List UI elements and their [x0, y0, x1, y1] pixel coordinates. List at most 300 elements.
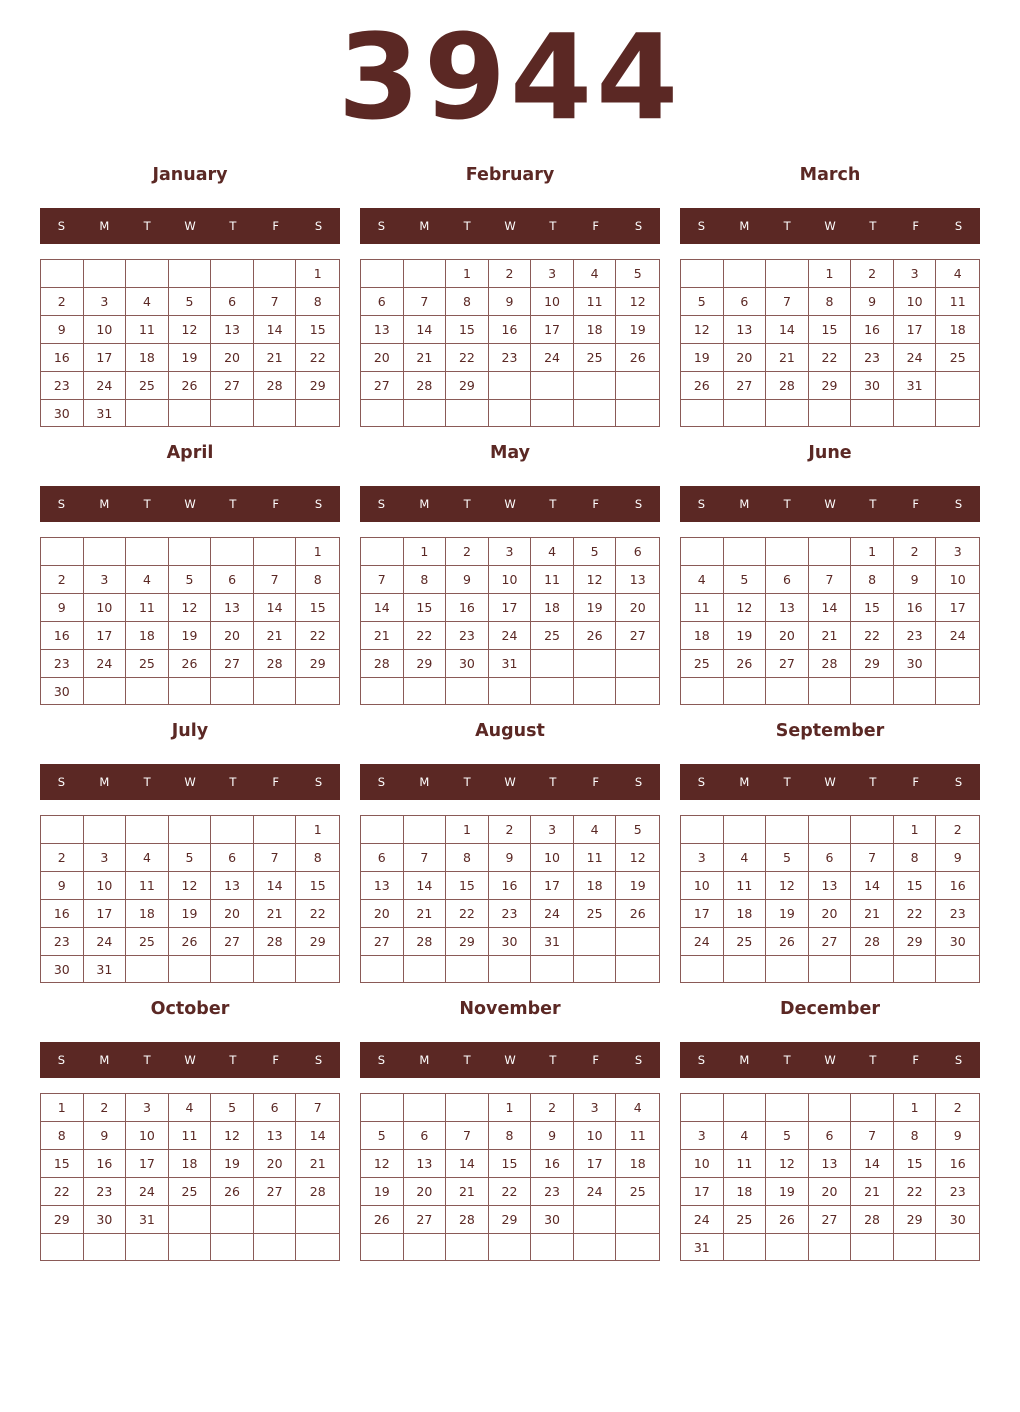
day-cell: 9 [446, 566, 489, 594]
day-cell: 27 [361, 928, 404, 956]
day-cell: 13 [211, 316, 254, 344]
day-grid [40, 259, 340, 427]
day-cell: 19 [169, 900, 212, 928]
day-cell: 18 [681, 622, 724, 650]
day-cell [809, 678, 852, 704]
day-cell: 3 [84, 288, 127, 316]
day-cell: 20 [361, 344, 404, 372]
day-cell: 17 [84, 344, 127, 372]
day-cell: 7 [851, 844, 894, 872]
day-cell: 4 [574, 260, 617, 288]
weekday-label: F [912, 1053, 920, 1067]
day-cell [84, 538, 127, 566]
day-cell: 14 [851, 872, 894, 900]
weekday-header [360, 486, 660, 522]
day-cell: 7 [254, 844, 297, 872]
day-cell: 29 [296, 650, 339, 678]
day-cell: 10 [894, 288, 937, 316]
day-cell: 9 [936, 844, 979, 872]
day-cell: 9 [936, 1122, 979, 1150]
day-cell: 17 [531, 872, 574, 900]
weekday-label: F [912, 219, 920, 233]
weekday-label: W [184, 497, 196, 511]
day-cell: 20 [361, 900, 404, 928]
day-cell [211, 816, 254, 844]
day-cell: 12 [766, 1150, 809, 1178]
day-cell [169, 1206, 212, 1234]
day-cell [296, 678, 339, 705]
day-cell: 16 [41, 344, 84, 372]
day-cell: 10 [531, 288, 574, 316]
day-cell: 4 [531, 538, 574, 566]
day-cell: 28 [446, 1206, 489, 1234]
day-cell: 21 [254, 622, 297, 650]
day-cell: 27 [254, 1178, 297, 1206]
day-cell: 23 [446, 622, 489, 650]
day-cell: 8 [809, 288, 852, 316]
day-cell [616, 1234, 659, 1260]
day-cell: 12 [724, 594, 767, 622]
day-cell: 7 [254, 288, 297, 316]
day-cell: 9 [84, 1122, 127, 1150]
day-cell [254, 538, 297, 566]
day-cell: 28 [851, 928, 894, 956]
day-cell: 22 [446, 344, 489, 372]
day-cell: 29 [851, 650, 894, 678]
day-cell: 5 [724, 566, 767, 594]
day-cell: 1 [851, 538, 894, 566]
day-cell [574, 650, 617, 678]
weekday-label: S [314, 497, 323, 511]
day-cell [936, 1234, 979, 1261]
month-title: May [489, 443, 531, 463]
day-grid [40, 815, 340, 983]
day-grid [680, 1093, 980, 1261]
weekday-label: S [954, 1053, 963, 1067]
day-cell: 12 [169, 594, 212, 622]
weekday-label: T [549, 497, 557, 511]
day-cell: 19 [724, 622, 767, 650]
weekday-label: T [143, 219, 151, 233]
day-cell: 12 [169, 872, 212, 900]
day-cell: 5 [361, 1122, 404, 1150]
day-cell: 14 [809, 594, 852, 622]
day-cell: 16 [489, 872, 532, 900]
day-cell [41, 1234, 84, 1260]
day-cell: 2 [936, 1094, 979, 1122]
day-cell: 20 [404, 1178, 447, 1206]
day-cell: 23 [489, 900, 532, 928]
day-cell [531, 956, 574, 982]
day-cell: 6 [404, 1122, 447, 1150]
day-cell [724, 260, 767, 288]
day-cell: 22 [404, 622, 447, 650]
day-cell [681, 956, 724, 982]
day-cell: 22 [296, 900, 339, 928]
day-cell [446, 400, 489, 426]
day-cell: 7 [404, 844, 447, 872]
day-cell: 23 [531, 1178, 574, 1206]
day-cell [809, 1094, 852, 1122]
weekday-label: T [463, 1053, 471, 1067]
day-cell [211, 678, 254, 705]
day-cell: 29 [446, 372, 489, 400]
day-cell [41, 260, 84, 288]
day-cell: 29 [809, 372, 852, 400]
day-cell: 4 [126, 566, 169, 594]
day-cell: 23 [41, 372, 84, 400]
weekday-label: M [419, 1053, 430, 1067]
day-cell [84, 816, 127, 844]
day-cell: 24 [574, 1178, 617, 1206]
weekday-label: T [463, 775, 471, 789]
day-cell [41, 816, 84, 844]
day-cell: 24 [894, 344, 937, 372]
day-cell: 22 [296, 344, 339, 372]
weekday-label: W [824, 1053, 836, 1067]
day-cell: 16 [531, 1150, 574, 1178]
day-cell: 16 [84, 1150, 127, 1178]
weekday-label: W [824, 775, 836, 789]
day-cell: 15 [446, 872, 489, 900]
day-cell: 11 [126, 872, 169, 900]
day-grid [360, 815, 660, 983]
day-cell [361, 538, 404, 566]
weekday-label: S [57, 497, 66, 511]
day-cell: 8 [894, 844, 937, 872]
weekday-label: T [549, 219, 557, 233]
day-cell: 13 [809, 872, 852, 900]
day-cell [574, 678, 617, 704]
day-cell: 25 [126, 372, 169, 400]
day-cell: 19 [766, 1178, 809, 1206]
day-cell [724, 538, 767, 566]
weekday-label: M [739, 219, 750, 233]
day-cell: 21 [361, 622, 404, 650]
weekday-label: M [99, 219, 110, 233]
day-cell [616, 678, 659, 704]
day-cell [531, 650, 574, 678]
day-cell: 31 [84, 956, 127, 983]
day-cell: 16 [446, 594, 489, 622]
day-cell: 26 [574, 622, 617, 650]
day-cell [809, 538, 852, 566]
day-cell [616, 1206, 659, 1234]
weekday-label: T [549, 1053, 557, 1067]
day-cell: 19 [169, 622, 212, 650]
day-cell: 30 [446, 650, 489, 678]
day-cell: 18 [724, 1178, 767, 1206]
day-cell [489, 1234, 532, 1260]
day-cell: 17 [681, 900, 724, 928]
day-cell [766, 538, 809, 566]
weekday-label: S [314, 219, 323, 233]
weekday-header [40, 486, 340, 522]
day-cell: 20 [254, 1150, 297, 1178]
month-title: December [780, 999, 880, 1019]
day-cell: 15 [296, 594, 339, 622]
day-cell: 14 [766, 316, 809, 344]
day-cell: 13 [211, 594, 254, 622]
day-cell [766, 1094, 809, 1122]
weekday-label: F [592, 1053, 600, 1067]
day-cell: 7 [851, 1122, 894, 1150]
day-cell [296, 400, 339, 427]
day-grid [680, 815, 980, 983]
day-cell: 30 [84, 1206, 127, 1234]
day-cell: 2 [446, 538, 489, 566]
day-cell: 14 [254, 872, 297, 900]
day-cell: 13 [724, 316, 767, 344]
day-cell: 3 [681, 844, 724, 872]
day-cell: 17 [489, 594, 532, 622]
day-cell: 23 [936, 1178, 979, 1206]
day-cell: 1 [809, 260, 852, 288]
day-cell: 30 [41, 956, 84, 983]
day-cell: 22 [851, 622, 894, 650]
day-cell [41, 538, 84, 566]
day-cell [616, 928, 659, 956]
day-cell: 2 [41, 566, 84, 594]
day-cell [766, 260, 809, 288]
day-cell: 22 [809, 344, 852, 372]
day-cell: 31 [894, 372, 937, 400]
day-cell: 24 [531, 900, 574, 928]
day-cell: 2 [894, 538, 937, 566]
day-cell: 22 [894, 900, 937, 928]
day-cell: 5 [574, 538, 617, 566]
day-cell: 31 [681, 1234, 724, 1261]
day-cell: 18 [126, 900, 169, 928]
day-cell: 11 [169, 1122, 212, 1150]
day-cell [681, 400, 724, 426]
day-cell [894, 956, 937, 982]
weekday-label: F [272, 497, 280, 511]
weekday-label: M [419, 219, 430, 233]
day-cell: 6 [254, 1094, 297, 1122]
day-cell [404, 816, 447, 844]
weekday-label: T [143, 1053, 151, 1067]
weekday-label: S [377, 497, 386, 511]
day-cell: 26 [169, 928, 212, 956]
day-cell: 15 [894, 1150, 937, 1178]
day-cell: 17 [84, 622, 127, 650]
day-cell: 15 [851, 594, 894, 622]
day-cell: 27 [211, 650, 254, 678]
day-cell: 16 [894, 594, 937, 622]
day-cell [574, 928, 617, 956]
day-cell: 28 [766, 372, 809, 400]
day-cell: 21 [296, 1150, 339, 1178]
day-cell: 10 [681, 1150, 724, 1178]
day-cell: 24 [84, 372, 127, 400]
day-cell: 27 [809, 1206, 852, 1234]
day-cell [616, 372, 659, 400]
day-cell: 6 [211, 844, 254, 872]
day-cell: 15 [404, 594, 447, 622]
day-cell: 14 [296, 1122, 339, 1150]
day-cell [446, 1094, 489, 1122]
day-cell: 11 [574, 844, 617, 872]
day-grid [680, 259, 980, 427]
day-cell [766, 956, 809, 982]
day-cell: 28 [851, 1206, 894, 1234]
day-cell [766, 1234, 809, 1261]
day-cell: 18 [724, 900, 767, 928]
day-cell: 26 [766, 928, 809, 956]
weekday-label: F [592, 497, 600, 511]
day-cell: 27 [404, 1206, 447, 1234]
weekday-label: T [783, 219, 791, 233]
day-cell [616, 650, 659, 678]
day-grid [360, 537, 660, 705]
day-cell: 26 [169, 372, 212, 400]
weekday-label: T [869, 497, 877, 511]
day-cell: 14 [404, 872, 447, 900]
day-cell [681, 1094, 724, 1122]
day-cell [489, 678, 532, 704]
day-cell [574, 400, 617, 426]
day-cell: 27 [809, 928, 852, 956]
day-cell: 11 [936, 288, 979, 316]
day-cell: 8 [296, 844, 339, 872]
weekday-label: S [634, 1053, 643, 1067]
day-cell [531, 400, 574, 426]
day-cell: 30 [936, 1206, 979, 1234]
day-cell: 11 [724, 872, 767, 900]
day-cell: 26 [616, 900, 659, 928]
day-cell: 3 [936, 538, 979, 566]
day-cell: 27 [724, 372, 767, 400]
day-cell: 15 [489, 1150, 532, 1178]
month-title: April [166, 443, 214, 463]
weekday-label: M [99, 1053, 110, 1067]
day-cell: 1 [41, 1094, 84, 1122]
weekday-header [680, 208, 980, 244]
day-cell: 24 [531, 344, 574, 372]
day-cell: 23 [489, 344, 532, 372]
weekday-label: F [592, 775, 600, 789]
day-cell [126, 678, 169, 705]
day-cell [211, 1206, 254, 1234]
day-cell: 15 [296, 872, 339, 900]
day-cell [126, 260, 169, 288]
day-cell: 8 [446, 288, 489, 316]
day-cell: 29 [296, 372, 339, 400]
day-cell: 21 [766, 344, 809, 372]
day-cell: 20 [809, 900, 852, 928]
day-cell: 25 [574, 344, 617, 372]
day-cell: 17 [574, 1150, 617, 1178]
day-cell: 4 [681, 566, 724, 594]
day-cell: 4 [616, 1094, 659, 1122]
day-cell [936, 400, 979, 426]
day-cell [361, 1094, 404, 1122]
day-cell: 11 [724, 1150, 767, 1178]
day-cell: 3 [681, 1122, 724, 1150]
day-cell: 10 [489, 566, 532, 594]
day-cell: 19 [681, 344, 724, 372]
day-cell: 19 [169, 344, 212, 372]
day-cell [766, 816, 809, 844]
day-cell: 12 [616, 844, 659, 872]
day-cell: 7 [766, 288, 809, 316]
day-cell [254, 816, 297, 844]
day-cell: 4 [936, 260, 979, 288]
day-cell [724, 1094, 767, 1122]
weekday-label: S [697, 219, 706, 233]
day-cell: 26 [361, 1206, 404, 1234]
day-cell: 7 [361, 566, 404, 594]
day-cell [809, 816, 852, 844]
day-cell: 21 [851, 900, 894, 928]
day-cell: 19 [361, 1178, 404, 1206]
day-cell: 9 [531, 1122, 574, 1150]
day-cell [211, 1234, 254, 1260]
day-cell: 25 [616, 1178, 659, 1206]
day-cell: 23 [41, 928, 84, 956]
day-cell: 9 [41, 316, 84, 344]
day-cell: 21 [404, 900, 447, 928]
day-cell [361, 956, 404, 982]
day-cell [489, 956, 532, 982]
weekday-label: W [504, 219, 516, 233]
day-cell: 5 [169, 844, 212, 872]
day-cell: 7 [404, 288, 447, 316]
weekday-label: M [739, 1053, 750, 1067]
day-cell [851, 1094, 894, 1122]
day-grid [360, 1093, 660, 1261]
day-cell: 31 [489, 650, 532, 678]
day-cell [126, 1234, 169, 1260]
day-cell [211, 400, 254, 427]
day-cell: 13 [809, 1150, 852, 1178]
day-cell: 24 [489, 622, 532, 650]
day-cell: 3 [531, 260, 574, 288]
day-cell: 13 [404, 1150, 447, 1178]
day-cell: 12 [169, 316, 212, 344]
day-cell [531, 1234, 574, 1260]
day-cell: 25 [681, 650, 724, 678]
day-cell: 25 [724, 1206, 767, 1234]
day-cell: 3 [574, 1094, 617, 1122]
day-cell [254, 678, 297, 705]
day-cell [936, 678, 979, 704]
weekday-header [680, 486, 980, 522]
weekday-header [360, 1042, 660, 1078]
day-cell: 5 [211, 1094, 254, 1122]
day-cell [84, 260, 127, 288]
day-cell: 4 [126, 844, 169, 872]
day-cell: 12 [616, 288, 659, 316]
day-cell [489, 400, 532, 426]
day-cell: 29 [296, 928, 339, 956]
day-cell [254, 400, 297, 427]
weekday-header [680, 1042, 980, 1078]
day-cell: 30 [894, 650, 937, 678]
day-cell: 4 [724, 1122, 767, 1150]
weekday-label: S [697, 775, 706, 789]
weekday-label: T [463, 219, 471, 233]
weekday-label: T [143, 497, 151, 511]
day-cell: 18 [574, 872, 617, 900]
day-cell: 1 [296, 260, 339, 288]
weekday-header [40, 208, 340, 244]
day-cell [724, 400, 767, 426]
day-cell: 22 [446, 900, 489, 928]
day-cell: 16 [41, 622, 84, 650]
day-cell [126, 538, 169, 566]
